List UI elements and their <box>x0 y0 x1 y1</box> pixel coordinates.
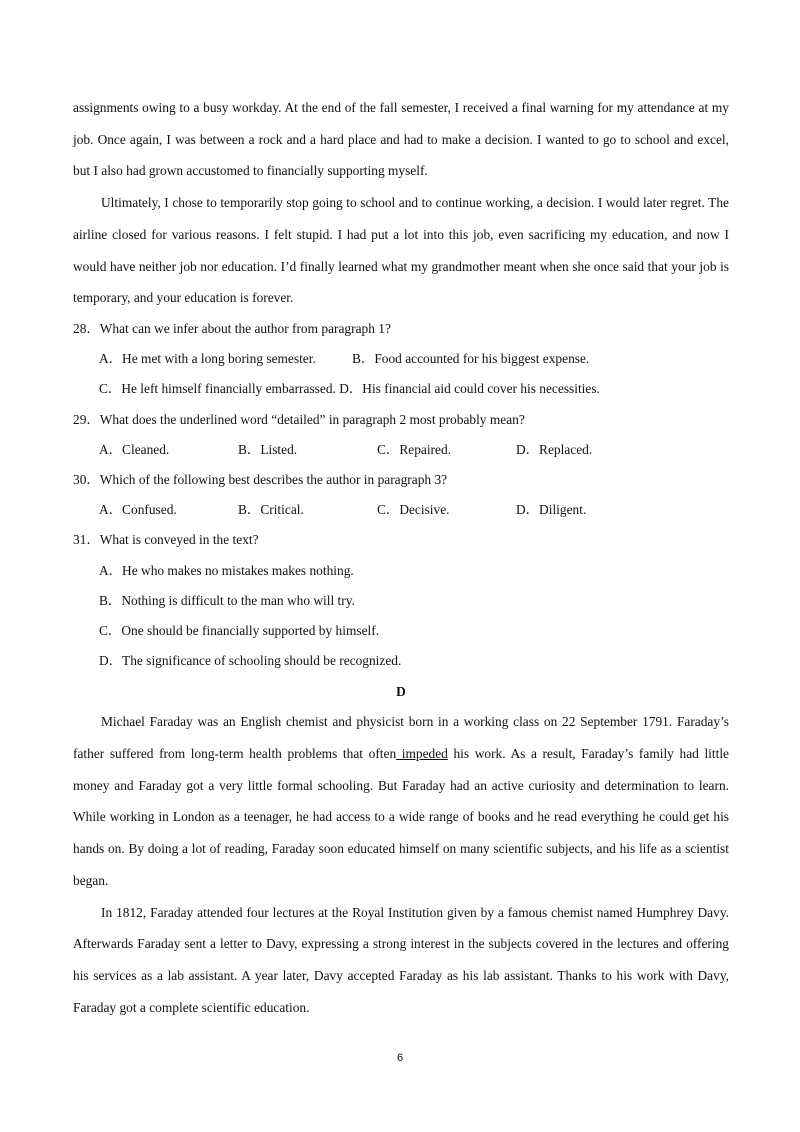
option-b: B．Listed. <box>238 441 298 457</box>
passage-d-paragraph-1 <box>73 706 729 896</box>
option-c: C．Decisive. <box>377 502 450 518</box>
option-c: C．Repaired. <box>377 441 452 457</box>
passage-d-heading: D <box>396 684 406 700</box>
question-stem: 31．What is conveyed in the text? <box>73 532 259 548</box>
option-a: A．He met with a long boring semester. <box>99 351 316 367</box>
passage-c-final-paragraph: Ultimately, I chose to temporarily stop going to school and to continue working, a decision. I would later regret. The airline closed for various reasons. I felt stupid. I had put a lot into this job, even sacrificing my education, and now I would have neither job nor education. I’d finally learned what my grandmother meant when she once said that your job is temporary, and your education is forever. <box>73 195 729 306</box>
document-page <box>73 92 729 1023</box>
question-stem: 29．What does the underlined word “detailed” in paragraph 2 most probably mean? <box>73 411 525 427</box>
option-c: C．He left himself financially embarrassed. <box>99 381 336 397</box>
option-a: A．Confused. <box>99 502 177 518</box>
option-d: D．The significance of schooling should be recognized. <box>99 653 402 669</box>
option-a: A．Cleaned. <box>99 441 170 457</box>
option-b: B．Nothing is difficult to the man who will try. <box>99 592 355 608</box>
page-number: 6 <box>396 1052 404 1064</box>
option-b: B．Food accounted for his biggest expense. <box>352 351 590 367</box>
paragraph-text: his work. As a result, Faraday’s family had little money and Faraday got a very little formal schooling. But Faraday had an active curiosity and determination to learn. While working in London as a teenager, he had access to a wide range of books and he read everything he could get his hands on. By doing a lot of reading, Faraday soon educated himself on many scientific subjects, and his life as a scientist began. <box>73 746 729 888</box>
option-b: B．Critical. <box>238 502 304 518</box>
passage-c-paragraph-continued: assignments owing to a busy workday. At the end of the fall semester, I received a final warning for my attendance at my job. Once again, I was between a rock and a hard place and had to make a decision. I wanted to go to school and excel, but I also had grown accustomed to financially supporting myself. <box>73 100 729 179</box>
option-d: D．Diligent. <box>516 502 587 518</box>
underlined-word: impeded <box>396 746 448 762</box>
question-30 <box>73 465 729 525</box>
option-c: C．One should be financially supported by himself. <box>99 622 380 638</box>
option-a: A．He who makes no mistakes makes nothing. <box>99 562 354 578</box>
option-d: D．His financial aid could cover his necessities. <box>339 381 600 397</box>
question-29 <box>73 405 729 465</box>
paragraph-text: Michael Faraday was an English chemist and physicist born in a working class on 22 September 1791. Faraday’s father suffered from long-term health problems that often <box>73 714 729 762</box>
question-stem: 30．Which of the following best describes the author in paragraph 3? <box>73 471 448 487</box>
question-stem: 28．What can we infer about the author from paragraph 1? <box>73 320 391 336</box>
passage-d-paragraph-2: In 1812, Faraday attended four lectures at the Royal Institution given by a famous chemist named Humphrey Davy. Afterwards Faraday sent a letter to Davy, expressing a strong interest in the subjects covered in the lectures and offering his services as a lab assistant. A year later, Davy accepted Faraday as his lab assistant. Thanks to his work with Davy, Faraday got a complete scientific education. <box>73 904 729 1015</box>
option-d: D．Replaced. <box>516 441 593 457</box>
question-31 <box>73 525 729 676</box>
question-28 <box>73 314 729 405</box>
